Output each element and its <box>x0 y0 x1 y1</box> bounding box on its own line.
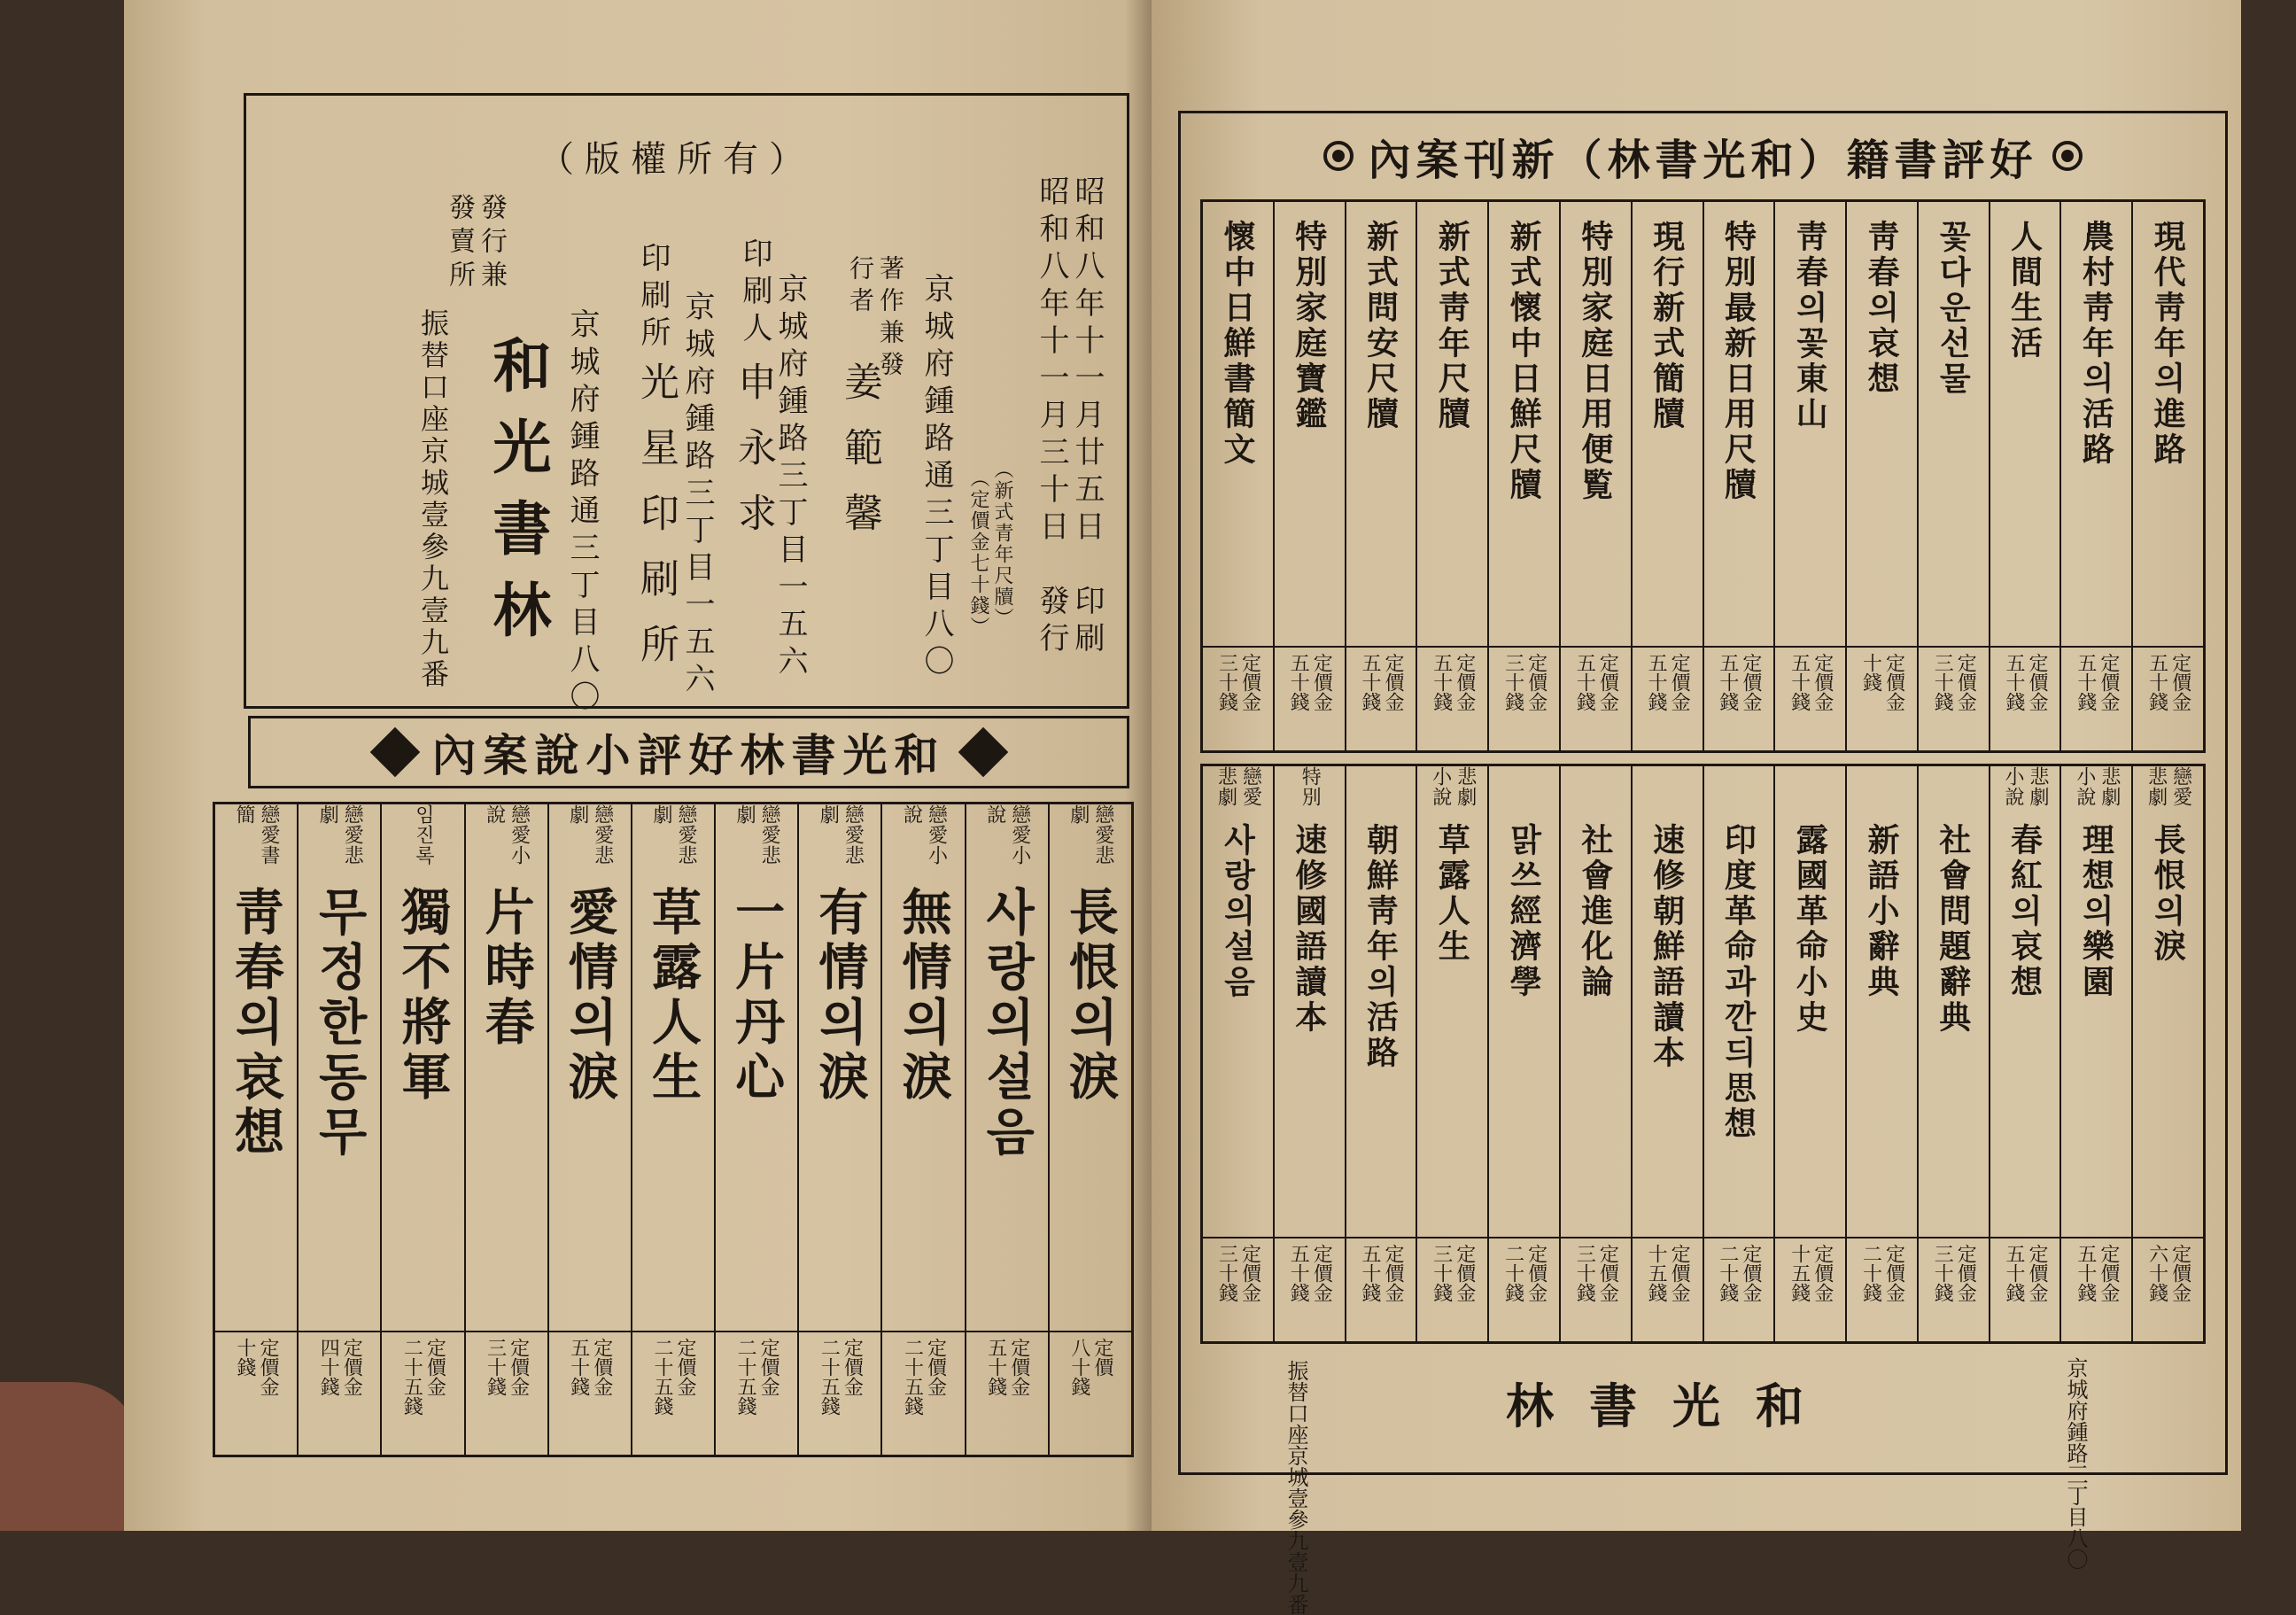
press-role: 印刷所 <box>635 242 671 353</box>
publisher-name: 和光書林 <box>483 335 552 661</box>
new-book-price-cell <box>2061 1237 2131 1341</box>
colophon-box <box>244 93 1129 718</box>
novel-genre: 戀愛悲劇 <box>566 804 614 866</box>
new-book-column <box>1773 766 1845 1341</box>
novel-title: 獨不將軍 <box>393 886 453 1106</box>
new-book-column <box>1203 766 1273 1341</box>
new-book-price: 定價金 三十錢 <box>1931 1244 1977 1302</box>
new-book-price-cell <box>1919 1237 1989 1341</box>
new-book-column <box>1845 766 1917 1341</box>
new-book-title: 靑春의꽃東山 <box>1791 220 1829 432</box>
novel-price-cell <box>466 1331 547 1455</box>
new-book-title: 速修國語讀本 <box>1290 823 1328 1036</box>
new-book-title: 現代靑年의進路 <box>2149 220 2187 468</box>
novel-title: 長恨의淚 <box>1060 886 1120 1106</box>
new-book-price-cell <box>2133 646 2203 750</box>
new-book-price: 定價金 六十錢 <box>2145 1244 2191 1302</box>
book-label: （新式青年尺牘） <box>991 459 1013 629</box>
new-book-title: 新式問安尺牘 <box>1361 220 1400 432</box>
new-book-price: 定價金 二十錢 <box>1501 1244 1547 1302</box>
new-book-title: 特別家庭日用便覧 <box>1576 220 1614 503</box>
author-address: 京城府鍾路通三丁目八〇 <box>919 273 954 682</box>
novel-column <box>797 804 880 1455</box>
publish-date: 昭和八年十一月三十日 發行 <box>1034 175 1069 659</box>
novel-column <box>547 804 631 1455</box>
novel-price: 定價 八十錢 <box>1067 1338 1113 1396</box>
new-book-column <box>2059 766 2131 1341</box>
new-book-column <box>1487 766 1559 1341</box>
new-book-title: 特別家庭寶鑑 <box>1290 220 1328 432</box>
new-books-bottom-table <box>1200 764 2206 1344</box>
new-book-title: 春紅의哀想 <box>2005 823 2044 1000</box>
novel-price-cell <box>382 1331 463 1455</box>
new-book-title: 理想의樂園 <box>2077 823 2115 1000</box>
new-book-title: 懷中日鮮書簡文 <box>1218 220 1256 468</box>
new-book-column <box>1345 766 1416 1341</box>
new-book-column <box>1845 202 1917 750</box>
new-book-price-cell <box>1275 1237 1345 1341</box>
footer-account: 振替口座京城壹參九壹九番 <box>1284 1360 1308 1615</box>
new-book-price: 定價金 五十錢 <box>2145 653 2191 711</box>
new-book-column <box>1989 766 2060 1341</box>
new-book-title: 現行新式簡牘 <box>1648 220 1686 432</box>
new-books-banner <box>1187 120 2219 192</box>
new-book-column <box>1989 202 2060 750</box>
new-book-price: 定價金 五十錢 <box>1359 653 1405 711</box>
new-books-top-table <box>1200 199 2206 753</box>
new-book-title: 長恨의淚 <box>2149 823 2187 965</box>
new-book-price-cell <box>1417 1237 1487 1341</box>
novel-price-cell <box>882 1331 964 1455</box>
new-book-column <box>1917 766 1989 1341</box>
author-role: 著作兼發行者 <box>846 255 905 383</box>
new-book-price-cell <box>1346 1237 1416 1341</box>
new-book-price: 定價金 五十錢 <box>1645 653 1691 711</box>
new-book-price: 定價金 三十錢 <box>1430 1244 1476 1302</box>
new-book-price: 定價金 五十錢 <box>1716 653 1762 711</box>
new-book-price-cell <box>1489 1237 1559 1341</box>
novel-price-cell <box>1050 1331 1131 1455</box>
footer-publisher-name: 和光書林 <box>1506 1378 1839 1434</box>
new-book-price-cell <box>1633 1237 1703 1341</box>
novel-price-cell <box>966 1331 1048 1455</box>
new-book-title: 新式懷中日鮮尺牘 <box>1505 220 1543 503</box>
footer-address: 京城府鍾路三丁目八〇 <box>2063 1357 2088 1570</box>
novel-price: 定價金 五十錢 <box>984 1338 1030 1396</box>
novel-column <box>215 804 297 1455</box>
new-book-title: 露國革命小史 <box>1791 823 1829 1036</box>
new-book-price-cell <box>1561 1237 1631 1341</box>
novel-price: 定價金 十錢 <box>234 1338 280 1396</box>
printer-role: 印刷人 <box>737 237 772 349</box>
new-book-price-cell <box>1633 646 1703 750</box>
novel-title: 一片丹心 <box>727 886 787 1106</box>
novel-price: 定價金 二十五錢 <box>818 1338 864 1416</box>
new-book-title: 사랑의설음 <box>1218 823 1256 1000</box>
copyright-notice: （版權所有） <box>539 139 815 180</box>
novel-price: 定價金 二十五錢 <box>901 1338 947 1416</box>
novels-banner <box>248 716 1129 788</box>
new-book-title: 新式靑年尺牘 <box>1433 220 1471 432</box>
new-book-price: 定價金 三十錢 <box>1215 653 1261 711</box>
novel-title: 사랑의설음 <box>977 886 1036 1161</box>
new-book-price: 定價金 五十錢 <box>1788 653 1834 711</box>
new-book-price: 定價金 五十錢 <box>1573 653 1619 711</box>
publisher-address: 京城府鍾路通三丁目八〇 <box>564 308 600 718</box>
new-book-column <box>1273 766 1345 1341</box>
new-book-price-cell <box>1417 646 1487 750</box>
new-book-price: 定價金 五十錢 <box>2003 1244 2049 1302</box>
new-book-column <box>1631 766 1703 1341</box>
new-book-title: 社會進化論 <box>1576 823 1614 1000</box>
new-book-price: 定價金 五十錢 <box>1359 1244 1405 1302</box>
new-book-column <box>1273 202 1345 750</box>
novel-title: 愛情의淚 <box>560 886 619 1106</box>
new-book-genre: 戀愛悲劇 <box>2145 766 2192 807</box>
novel-column <box>965 804 1048 1455</box>
new-book-price-cell <box>1203 1237 1273 1341</box>
new-book-price-cell <box>1704 646 1774 750</box>
new-book-price: 定價金 三十錢 <box>1573 1244 1619 1302</box>
new-book-genre: 特別 <box>1299 766 1322 807</box>
novel-genre: 戀愛小說 <box>983 804 1031 866</box>
novel-title: 片時春 <box>477 886 536 1051</box>
circle-ornament-icon <box>1323 141 1354 171</box>
novel-genre: 戀愛小說 <box>900 804 948 866</box>
new-book-column <box>1416 202 1487 750</box>
new-book-title: 靑春의哀想 <box>1862 220 1900 397</box>
new-book-title: 印度革命과깐듸思想 <box>1719 823 1757 1142</box>
new-book-title: 맑쓰經濟學 <box>1505 823 1543 1000</box>
novels-columns <box>215 804 1131 1455</box>
new-book-price-cell <box>1704 1237 1774 1341</box>
new-book-title: 꽃다운선물 <box>1934 220 1972 397</box>
new-book-column <box>2059 202 2131 750</box>
novel-price-cell <box>632 1331 714 1455</box>
novel-column <box>880 804 964 1455</box>
new-books-bottom-columns <box>1203 766 2203 1341</box>
printer-name: 申永求 <box>731 361 776 558</box>
price-label: （定價金七十錢） <box>967 468 989 638</box>
new-book-price-cell <box>1847 1237 1917 1341</box>
new-book-column <box>1416 766 1487 1341</box>
new-book-price-cell <box>1489 646 1559 750</box>
new-books-banner-title: 好評書籍（和光書林）新刊案內 <box>1368 135 2038 185</box>
new-book-price-cell <box>1775 1237 1845 1341</box>
new-book-genre: 悲劇小說 <box>2073 766 2121 807</box>
account-number: 振替口座京城壹參九壹九番 <box>416 308 450 691</box>
novel-genre: 임진록 <box>412 804 435 866</box>
novel-price: 定價金 二十五錢 <box>650 1338 696 1416</box>
new-book-price: 定價金 十錢 <box>1859 653 1905 711</box>
new-book-column <box>1487 202 1559 750</box>
new-book-price-cell <box>1990 1237 2060 1341</box>
novel-price: 定價金 四十錢 <box>317 1338 363 1396</box>
new-book-title: 朝鮮靑年의活路 <box>1361 823 1400 1071</box>
novel-genre: 戀愛悲劇 <box>649 804 697 866</box>
new-book-price: 定價金 五十錢 <box>2074 653 2120 711</box>
novel-price-cell <box>716 1331 797 1455</box>
new-book-column <box>1345 202 1416 750</box>
new-book-price: 定價金 五十錢 <box>2074 1244 2120 1302</box>
new-book-price-cell <box>1990 646 2060 750</box>
new-book-price-cell <box>1203 646 1273 750</box>
novel-genre: 戀愛悲劇 <box>1067 804 1114 866</box>
new-book-price-cell <box>1346 646 1416 750</box>
novel-genre: 戀愛悲劇 <box>733 804 781 866</box>
novel-price: 定價金 三十錢 <box>484 1338 530 1396</box>
print-date: 昭和八年十一月廿五日 印刷 <box>1069 175 1105 659</box>
new-book-price: 定價金 十五錢 <box>1645 1244 1691 1302</box>
new-book-price: 定價金 五十錢 <box>1287 653 1333 711</box>
new-book-column <box>2131 202 2203 750</box>
novel-column <box>631 804 714 1455</box>
novel-genre: 戀愛小說 <box>483 804 531 866</box>
novel-title: 靑春의哀想 <box>227 886 286 1161</box>
new-book-genre: 悲劇小說 <box>1429 766 1477 807</box>
novel-title: 무정한동무 <box>310 886 369 1161</box>
novel-title: 有情의淚 <box>811 886 870 1106</box>
novel-price-cell <box>299 1331 380 1455</box>
novel-column <box>1048 804 1131 1455</box>
new-book-price: 定價金 二十錢 <box>1716 1244 1762 1302</box>
novel-price: 定價金 二十五錢 <box>734 1338 780 1416</box>
novels-banner-title: 和光書林好評小說案內 <box>431 729 946 781</box>
new-book-price-cell <box>1561 646 1631 750</box>
novel-price: 定價金 二十五錢 <box>400 1338 446 1416</box>
new-book-column <box>1559 202 1631 750</box>
new-book-price: 定價金 三十錢 <box>1215 1244 1261 1302</box>
novel-column <box>297 804 380 1455</box>
thumb <box>0 1382 142 1531</box>
new-book-column <box>1631 202 1703 750</box>
new-book-genre: 戀愛悲劇 <box>1214 766 1262 807</box>
printer-address: 京城府鍾路三丁目一五六 <box>772 273 808 682</box>
press-name: 光星印刷所 <box>633 361 679 689</box>
new-book-title: 人間生活 <box>2005 220 2044 361</box>
novel-price-cell <box>549 1331 631 1455</box>
new-book-price-cell <box>1919 646 1989 750</box>
novels-table <box>213 802 1134 1457</box>
new-book-genre: 悲劇小說 <box>2002 766 2050 807</box>
new-book-price-cell <box>1847 646 1917 750</box>
novel-column <box>714 804 797 1455</box>
novel-genre: 戀愛書簡 <box>233 804 281 866</box>
novel-title: 無情의淚 <box>894 886 953 1106</box>
new-book-column <box>1703 202 1774 750</box>
novel-title: 草露人生 <box>643 886 702 1106</box>
author-name: 姜範馨 <box>837 361 882 558</box>
diamond-ornament-icon <box>369 727 420 778</box>
new-book-price: 定價金 五十錢 <box>1430 653 1476 711</box>
novel-column <box>380 804 463 1455</box>
new-book-column <box>1917 202 1989 750</box>
new-book-price: 定價金 二十錢 <box>1859 1244 1905 1302</box>
novel-price-cell <box>799 1331 880 1455</box>
new-book-price: 定價金 五十錢 <box>1287 1244 1333 1302</box>
new-book-column <box>2131 766 2203 1341</box>
new-book-price-cell <box>2061 646 2131 750</box>
new-book-title: 速修朝鮮語讀本 <box>1648 823 1686 1071</box>
new-book-price: 定價金 三十錢 <box>1501 653 1547 711</box>
new-book-title: 特別最新日用尺牘 <box>1719 220 1757 503</box>
new-book-price: 定價金 三十錢 <box>1931 653 1977 711</box>
press-address: 京城府鍾路三丁目一五六 <box>679 291 715 700</box>
new-book-column <box>1559 766 1631 1341</box>
new-book-title: 新語小辭典 <box>1862 823 1900 1000</box>
new-book-column <box>1773 202 1845 750</box>
new-book-title: 農村靑年의活路 <box>2077 220 2115 468</box>
diamond-ornament-icon <box>958 727 1008 778</box>
novel-column <box>464 804 547 1455</box>
new-book-price-cell <box>1775 646 1845 750</box>
circle-ornament-icon <box>2052 141 2083 171</box>
new-book-price-cell <box>1275 646 1345 750</box>
new-book-price: 定價金 五十錢 <box>2003 653 2049 711</box>
novel-genre: 戀愛悲劇 <box>817 804 865 866</box>
publisher-role: 發行兼發賣所 <box>444 193 507 294</box>
new-books-top-columns <box>1203 202 2203 750</box>
novel-price: 定價金 五十錢 <box>567 1338 613 1396</box>
new-book-column <box>1203 202 1273 750</box>
new-book-price-cell <box>2133 1237 2203 1341</box>
right-page <box>1152 0 2241 1615</box>
new-book-title: 社會問題辭典 <box>1934 823 1972 1036</box>
novel-genre: 戀愛悲劇 <box>316 804 364 866</box>
new-book-price: 定價金 十五錢 <box>1788 1244 1834 1302</box>
novel-price-cell <box>215 1331 297 1455</box>
left-page <box>124 0 1152 1531</box>
new-book-column <box>1703 766 1774 1341</box>
new-book-title: 草露人生 <box>1433 823 1471 965</box>
